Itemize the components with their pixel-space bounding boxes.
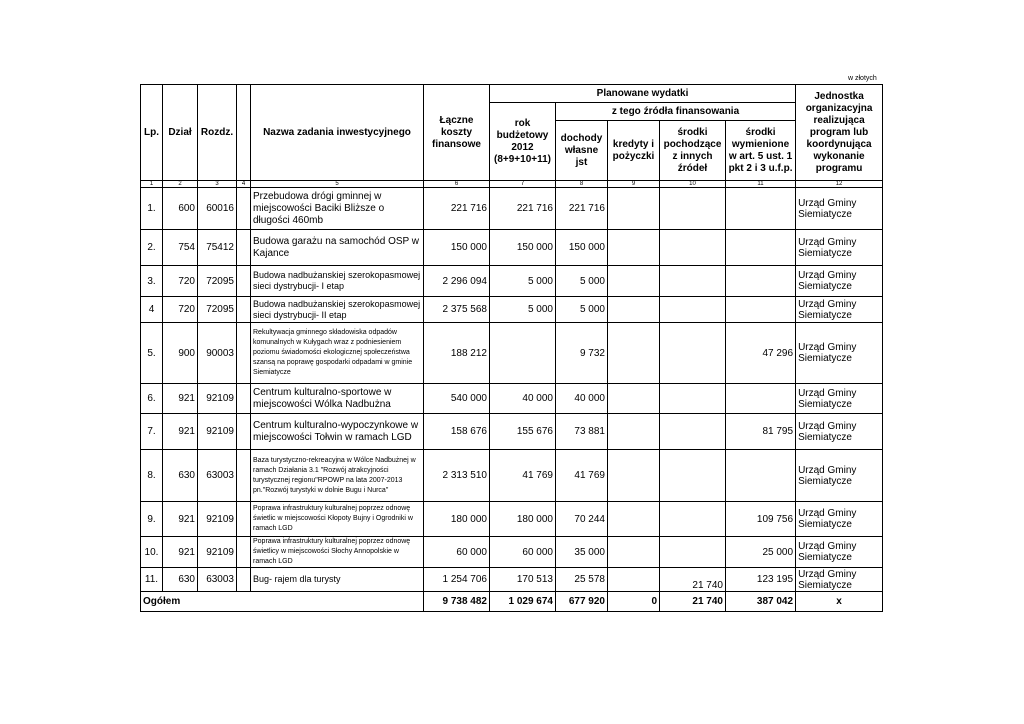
row-srodki-inne (660, 323, 726, 384)
col-number: 12 (796, 181, 883, 188)
row-rok: 170 513 (490, 568, 556, 592)
row-rozdz: 72095 (198, 266, 237, 297)
row-rok: 41 769 (490, 450, 556, 502)
row-lp: 7. (141, 414, 163, 450)
header-jednostka: Jednostka organizacyjna realizująca program lub koordynująca wykonanie programu (796, 85, 883, 181)
row-lp: 2. (141, 230, 163, 266)
row-srodki-inne (660, 188, 726, 230)
row-dochody: 35 000 (556, 537, 608, 568)
total-rok: 1 029 674 (490, 592, 556, 612)
row-dzial: 900 (163, 323, 198, 384)
row-rozdz: 63003 (198, 568, 237, 592)
column-number-row (141, 181, 883, 188)
total-label: Ogółem (141, 592, 424, 612)
row-kredyty (608, 297, 660, 323)
row-jednostka: Urząd Gminy Siemiatycze (796, 450, 883, 502)
row-rozdz: 90003 (198, 323, 237, 384)
col-number: 2 (163, 181, 198, 188)
row-nazwa: Rekultywacja gminnego składowiska odpadów komunalnych w Kułygach wraz z podniesieniem poziomu świadomości ekologicznej społeczeństwa szansą na poprawę gospodarki odpadami w gminie Siemiatycze (251, 323, 424, 384)
row-dochody: 5 000 (556, 266, 608, 297)
col-number: 7 (490, 181, 556, 188)
col-number: 3 (198, 181, 237, 188)
row-lp: 10. (141, 537, 163, 568)
row-jednostka: Urząd Gminy Siemiatycze (796, 414, 883, 450)
row-rok: 221 716 (490, 188, 556, 230)
row-rok: 155 676 (490, 414, 556, 450)
row-laczne: 2 296 094 (424, 266, 490, 297)
row-laczne: 2 313 510 (424, 450, 490, 502)
row-srodki-art (726, 266, 796, 297)
row-dochody: 73 881 (556, 414, 608, 450)
row-srodki-inne (660, 230, 726, 266)
row-laczne: 188 212 (424, 323, 490, 384)
row-nazwa: Budowa nadbużanskiej szerokopasmowej sieci dystrybucji- I etap (251, 266, 424, 297)
row-lp: 3. (141, 266, 163, 297)
row-blank (237, 266, 251, 297)
col-number: 9 (608, 181, 660, 188)
row-kredyty (608, 323, 660, 384)
header-kredyty: kredyty i pożyczki (608, 121, 660, 181)
row-srodki-art: 25 000 (726, 537, 796, 568)
row-rok (490, 323, 556, 384)
row-laczne: 540 000 (424, 384, 490, 414)
row-blank (237, 230, 251, 266)
row-blank (237, 450, 251, 502)
row-dochody: 40 000 (556, 384, 608, 414)
row-srodki-art (726, 384, 796, 414)
row-srodki-art: 47 296 (726, 323, 796, 384)
row-rok: 5 000 (490, 297, 556, 323)
row-srodki-art (726, 230, 796, 266)
row-blank (237, 537, 251, 568)
row-dzial: 630 (163, 450, 198, 502)
header-srodki-art: środki wymienione w art. 5 ust. 1 pkt 2 i 3 u.f.p. (726, 121, 796, 181)
row-laczne: 221 716 (424, 188, 490, 230)
row-dzial: 921 (163, 384, 198, 414)
row-laczne: 1 254 706 (424, 568, 490, 592)
row-srodki-art (726, 297, 796, 323)
row-jednostka: Urząd Gminy Siemiatycze (796, 568, 883, 592)
row-dzial: 921 (163, 502, 198, 537)
row-rozdz: 92109 (198, 414, 237, 450)
header-row-1 (141, 85, 883, 103)
row-nazwa: Poprawa infrastruktury kulturalnej poprzez odnowę świetlic w miejscowości Kłopoty Bujny i Ogrodniki w ramach LGD (251, 502, 424, 537)
row-laczne: 158 676 (424, 414, 490, 450)
row-srodki-inne (660, 297, 726, 323)
row-rozdz: 92109 (198, 502, 237, 537)
row-jednostka: Urząd Gminy Siemiatycze (796, 537, 883, 568)
row-jednostka: Urząd Gminy Siemiatycze (796, 188, 883, 230)
row-kredyty (608, 188, 660, 230)
total-laczne: 9 738 482 (424, 592, 490, 612)
total-srodki-inne: 21 740 (660, 592, 726, 612)
table-row (141, 450, 883, 502)
header-planowane: Planowane wydatki (490, 85, 796, 103)
row-srodki-inne (660, 384, 726, 414)
row-lp: 11. (141, 568, 163, 592)
row-rozdz: 92109 (198, 384, 237, 414)
row-srodki-inne (660, 414, 726, 450)
row-dzial: 754 (163, 230, 198, 266)
row-srodki-inne (660, 537, 726, 568)
row-kredyty (608, 384, 660, 414)
table-row (141, 230, 883, 266)
total-jednostka: x (796, 592, 883, 612)
table-row (141, 502, 883, 537)
row-jednostka: Urząd Gminy Siemiatycze (796, 266, 883, 297)
row-lp: 6. (141, 384, 163, 414)
table-row (141, 414, 883, 450)
header-dzial: Dział (163, 85, 198, 181)
row-lp: 1. (141, 188, 163, 230)
row-dochody: 41 769 (556, 450, 608, 502)
row-kredyty (608, 450, 660, 502)
row-rok: 180 000 (490, 502, 556, 537)
table-row (141, 568, 883, 592)
row-dzial: 720 (163, 297, 198, 323)
row-dzial: 630 (163, 568, 198, 592)
table-row (141, 188, 883, 230)
table-row (141, 537, 883, 568)
header-dochody: dochody własne jst (556, 121, 608, 181)
row-jednostka: Urząd Gminy Siemiatycze (796, 230, 883, 266)
header-z-tego: z tego źródła finansowania (556, 103, 796, 121)
row-srodki-art: 109 756 (726, 502, 796, 537)
row-rok: 5 000 (490, 266, 556, 297)
row-rok: 60 000 (490, 537, 556, 568)
row-lp: 4 (141, 297, 163, 323)
row-lp: 9. (141, 502, 163, 537)
row-blank (237, 568, 251, 592)
row-blank (237, 414, 251, 450)
row-nazwa: Baza turystyczno-rekreacyjna w Wólce Nadbużnej w ramach Działania 3.1 "Rozwój atrakcyjności turystycznej regionu"RPOWP na lata 2007-2013 pn."Rozwój turystyki w dolnie Bugu i Nurca" (251, 450, 424, 502)
table-row (141, 323, 883, 384)
total-row (141, 592, 883, 612)
row-kredyty (608, 414, 660, 450)
row-rok: 40 000 (490, 384, 556, 414)
row-jednostka: Urząd Gminy Siemiatycze (796, 297, 883, 323)
header-laczne: Łączne koszty finansowe (424, 85, 490, 181)
row-rozdz: 72095 (198, 297, 237, 323)
row-laczne: 60 000 (424, 537, 490, 568)
row-dochody: 70 244 (556, 502, 608, 537)
row-rozdz: 60016 (198, 188, 237, 230)
row-srodki-inne: 21 740 (660, 568, 726, 592)
header-srodki-inne: środki pochodzące z innych źródeł (660, 121, 726, 181)
col-number: 11 (726, 181, 796, 188)
row-nazwa: Budowa nadbużanskiej szerokopasmowej sieci dystrybucji- II etap (251, 297, 424, 323)
row-srodki-inne (660, 502, 726, 537)
total-srodki-art: 387 042 (726, 592, 796, 612)
row-rozdz: 75412 (198, 230, 237, 266)
col-number: 6 (424, 181, 490, 188)
row-laczne: 2 375 568 (424, 297, 490, 323)
row-dzial: 921 (163, 537, 198, 568)
row-dochody: 5 000 (556, 297, 608, 323)
row-kredyty (608, 230, 660, 266)
row-blank (237, 323, 251, 384)
header-rozdz: Rozdz. (198, 85, 237, 181)
unit-note: w złotych (848, 75, 877, 82)
row-dzial: 921 (163, 414, 198, 450)
table-row (141, 384, 883, 414)
row-lp: 5. (141, 323, 163, 384)
table-row (141, 266, 883, 297)
total-kredyty: 0 (608, 592, 660, 612)
col-number: 8 (556, 181, 608, 188)
row-blank (237, 384, 251, 414)
col-number: 10 (660, 181, 726, 188)
total-dochody: 677 920 (556, 592, 608, 612)
row-jednostka: Urząd Gminy Siemiatycze (796, 323, 883, 384)
row-nazwa: Budowa garażu na samochód OSP w Kajance (251, 230, 424, 266)
col-number: 1 (141, 181, 163, 188)
row-blank (237, 297, 251, 323)
header-rok: rok budżetowy 2012 (8+9+10+11) (490, 103, 556, 181)
row-srodki-art: 81 795 (726, 414, 796, 450)
row-jednostka: Urząd Gminy Siemiatycze (796, 384, 883, 414)
row-rozdz: 92109 (198, 537, 237, 568)
row-nazwa: Centrum kulturalno-sportowe w miejscowości Wólka Nadbużna (251, 384, 424, 414)
row-srodki-art: 123 195 (726, 568, 796, 592)
row-nazwa: Poprawa infrastruktury kulturalnej poprzez odnowę świetlicy w miejscowości Słochy Annopolskie w ramach LGD (251, 537, 424, 568)
header-nazwa: Nazwa zadania inwestycyjnego (251, 85, 424, 181)
row-blank (237, 188, 251, 230)
header-lp: Lp. (141, 85, 163, 181)
row-kredyty (608, 568, 660, 592)
row-nazwa: Centrum kulturalno-wypoczynkowe w miejscowości Tołwin w ramach LGD (251, 414, 424, 450)
row-srodki-art (726, 450, 796, 502)
row-dochody: 150 000 (556, 230, 608, 266)
table-row (141, 297, 883, 323)
row-kredyty (608, 266, 660, 297)
row-srodki-inne (660, 266, 726, 297)
row-laczne: 150 000 (424, 230, 490, 266)
row-nazwa: Przebudowa drógi gminnej w miejscowości Baciki Bliższe o długości 460mb (251, 188, 424, 230)
row-rozdz: 63003 (198, 450, 237, 502)
row-dochody: 9 732 (556, 323, 608, 384)
row-kredyty (608, 537, 660, 568)
row-laczne: 180 000 (424, 502, 490, 537)
row-nazwa: Bug- rajem dla turysty (251, 568, 424, 592)
row-jednostka: Urząd Gminy Siemiatycze (796, 502, 883, 537)
row-kredyty (608, 502, 660, 537)
header-blank (237, 85, 251, 181)
row-dochody: 25 578 (556, 568, 608, 592)
row-srodki-inne (660, 450, 726, 502)
row-rok: 150 000 (490, 230, 556, 266)
col-number: 5 (251, 181, 424, 188)
investment-table (140, 84, 883, 612)
row-srodki-art (726, 188, 796, 230)
col-number: 4 (237, 181, 251, 188)
row-dochody: 221 716 (556, 188, 608, 230)
row-dzial: 600 (163, 188, 198, 230)
row-blank (237, 502, 251, 537)
row-dzial: 720 (163, 266, 198, 297)
row-lp: 8. (141, 450, 163, 502)
